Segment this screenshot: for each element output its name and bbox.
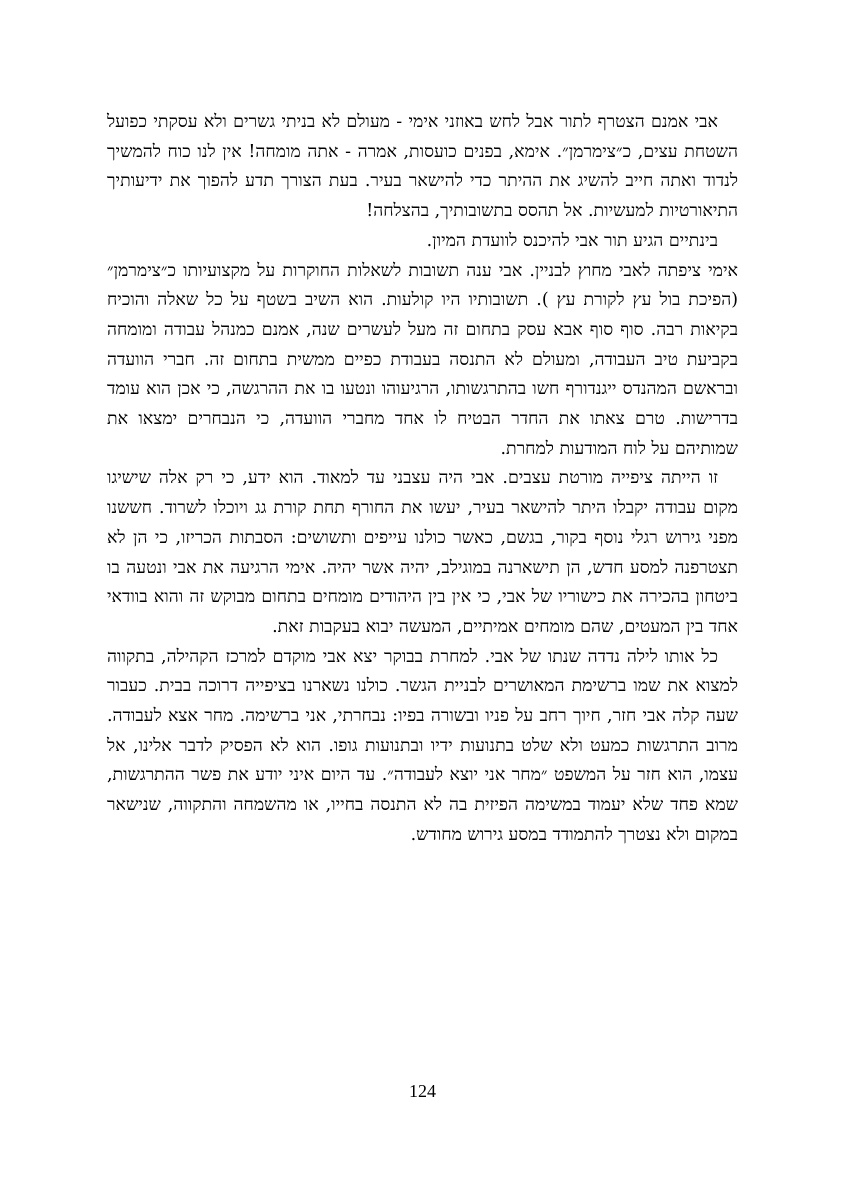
paragraph-1: אבי אמנם הצטרף לתור אבל לחש באוזני אימי - מעולם לא בניתי גשרים ולא עסקתי כפועל השטחת עצים, כ״צימרמן״. אימא, בפנים כועסות, אמרה - אתה מומחה! אין לנו כוח להמשיך לנדוד ואתה חייב להשיג את ההיתר כדי להישאר בעיר. בעת הצורך תדע להפוך את ידיעותיך התיאורטיות למעשיות. אל תהסס בתשובותיך, בהצלחה! xyxy=(107,112,738,222)
paragraph-5: כל אותו לילה נדדה שנתו של אבי. למחרת בבוקר יצא אבי מוקדם למרכז הקהילה, בתקווה למצוא את שמו ברשימת המאושרים לבניית הגשר. כולנו נשארנו בציפייה דרוכה בבית. כעבור שעה קלה אבי חזר, חיוך רחב על פניו ובשורה בפיו: נבחרתי, אני ברשימה. מחר אצא לעבודה. מרוב התרגשות כמעט ולא שלט בתנועות ידיו ובתנועות גופו. הוא לא הפסיק לדבר אלינו, אל עצמו, הוא חזר על המשפט ״מחר אני יוצא לעבודה״. עד היום איני יודע את פשר ההתרגשות, שמא פחד שלא יעמוד במשימה הפיזית בה לא התנסה בחייו, או מהשמחה והתקווה, שנישאר במקום ולא נצטרך להתמודד במסע גירוש מחודש. xyxy=(107,646,738,845)
paragraph-2: בינתיים הגיע תור אבי להיכנס לוועדת המיון. xyxy=(426,230,718,251)
paragraph-3: אימי ציפתה לאבי מחוץ לבניין. אבי ענה תשובות לשאלות החוקרות על מקצועיותו כ״צימרמן״ (הפיכת בול עץ לקורת עץ ). תשובותיו היו קולעות. הוא השיב בשטף על כל שאלה והוכיח בקיאות רבה. סוף סוף אבא עסק בתחום זה מעל לעשרים שנה, אמנם כמנהל עבודה ומומחה בקביעת טיב העבודה, ומעולם לא התנסה בעבודת כפיים ממשית בתחום זה. חברי הוועדה ובראשם המהנדס ייגנדורף חשו בהתרגשותו, הרגיעוהו ונטעו בו את ההרגשה, כי אכן הוא עומד בדרישות. טרם צאתו את החדר הבטיח לו אחד מחברי הוועדה, כי הנבחרים ימצאו את שמותיהם על לוח המודעות למחרת. xyxy=(107,260,738,459)
document-body xyxy=(107,108,738,851)
page-number: 124 xyxy=(409,1081,436,1101)
paragraph-4: זו הייתה ציפייה מורטת עצבים. אבי היה עצבני עד למאוד. הוא ידע, כי רק אלה שישיגו מקום עבודה יקבלו היתר להישאר בעיר, יעשו את החורף תחת קורת גג ויוכלו לשרוד. חששנו מפני גירוש רגלי נוסף בקור, בגשם, כאשר כולנו עייפים ותשושים: הסבתות הכריזו, כי הן לא תצטרפנה למסע חדש, הן תישארנה במוגילב, יהיה אשר יהיה. אימי הרגיעה את אבי ונטעה בו ביטחון בהכירה את כישוריו של אבי, כי אין בין היהודים מומחים בתחום מבוקש זה והוא בוודאי אחד בין המעטים, שהם מומחים אמיתיים, המעשה יבוא בעקבות זאת. xyxy=(107,468,738,637)
